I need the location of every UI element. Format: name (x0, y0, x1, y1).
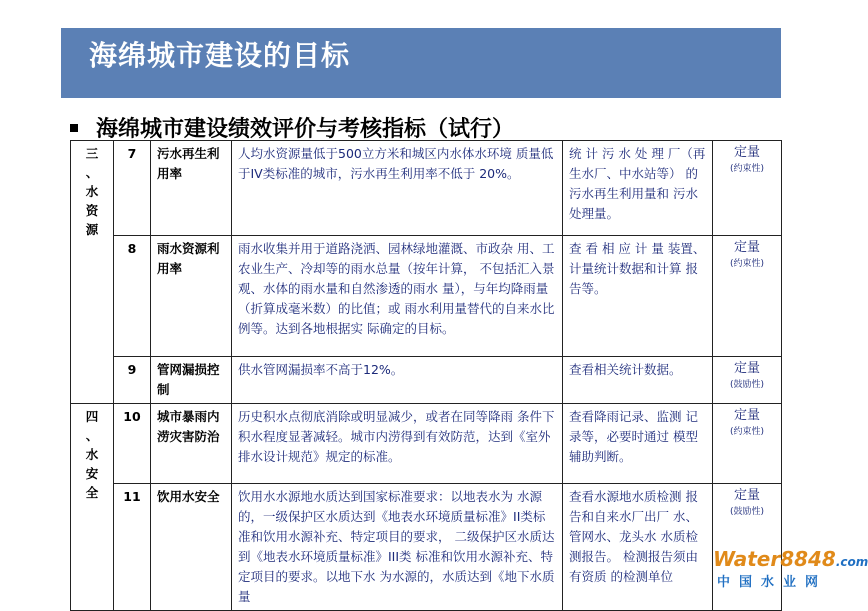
row-number: 8 (114, 236, 151, 357)
category-water-safety: 四 、 水 安 全 (71, 404, 114, 611)
method-text: 统 计 污 水 处 理 厂（再 生水厂、中水站等） 的污水再生利用量和 污水处理量。 (563, 141, 713, 236)
indicator-name: 城市暴雨内涝灾害防治 (151, 404, 232, 484)
requirement-text: 供水管网漏损率不高于12%。 (232, 357, 563, 404)
indicator-name: 污水再生利用率 (151, 141, 232, 236)
method-text: 查看相关统计数据。 (563, 357, 713, 404)
row-number: 7 (114, 141, 151, 236)
row-number: 10 (114, 404, 151, 484)
requirement-text: 历史积水点彻底消除或明显减少，或者在同等降雨 条件下积水程度显著减轻。城市内涝得到有效防范，达到《室外排水设计规范》规定的标准。 (232, 404, 563, 484)
indicator-table (70, 140, 782, 611)
indicator-type: 定量 (约束性) (713, 141, 782, 236)
table-row (71, 141, 782, 236)
row-number: 9 (114, 357, 151, 404)
method-text: 查看水源地水质检测 报告和自来水厂出厂 水、管网水、龙头水 水质检测报告。 检测报告须由有资质 的检测单位 (563, 484, 713, 611)
table-row (71, 484, 782, 611)
section-heading (70, 112, 514, 142)
table-row (71, 404, 782, 484)
requirement-text: 雨水收集并用于道路浇洒、园林绿地灌溉、市政杂 用、工农业生产、冷却等的雨水总量（按年计算， 不包括汇入景观、水体的雨水量和自然渗透的雨水 量），与年均降雨量（折算成毫米数）的比值；或 雨水利用量替代的自来水比例等。达到各地根据实 际确定的目标。 (232, 236, 563, 357)
indicator-name: 饮用水安全 (151, 484, 232, 611)
indicator-type: 定量 (约束性) (713, 404, 782, 484)
bullet-icon (70, 124, 78, 132)
table-row (71, 357, 782, 404)
table-row (71, 236, 782, 357)
title-banner (61, 28, 781, 98)
indicator-type: 定量 (约束性) (713, 236, 782, 357)
indicator-name: 雨水资源利用率 (151, 236, 232, 357)
indicator-name: 管网漏损控制 (151, 357, 232, 404)
page-title: 海绵城市建设的目标 (89, 39, 351, 72)
row-number: 11 (114, 484, 151, 611)
category-water-resources: 三 、 水 资 源 (71, 141, 114, 404)
indicator-type: 定量 (鼓励性) (713, 484, 782, 611)
method-text: 查看降雨记录、监测 记录等，必要时通过 模型辅助判断。 (563, 404, 713, 484)
requirement-text: 人均水资源量低于500立方米和城区内水体水环境 质量低于IV类标准的城市，污水再生利用率不低于 20%。 (232, 141, 563, 236)
logo-wordmark: Water8848.com (713, 547, 868, 571)
method-text: 查 看 相 应 计 量 装置、 计量统计数据和计算 报告等。 (563, 236, 713, 357)
logo-tagline: 中国水业网 (717, 575, 828, 590)
indicator-type: 定量 (鼓励性) (713, 357, 782, 404)
requirement-text: 饮用水水源地水质达到国家标准要求：以地表水为 水源的，一级保护区水质达到《地表水环境质量标准》II类标准和饮用水源补充、特定项目的要求， 二级保护区水质达到《地表水环境质量标准》III类 标准和饮用水源补充、特定项目的要求。以地下水 为水源的，水质达到《地下水质量 (232, 484, 563, 611)
watermark-logo (713, 545, 868, 591)
section-subtitle: 海绵城市建设绩效评价与考核指标（试行） (96, 116, 515, 142)
